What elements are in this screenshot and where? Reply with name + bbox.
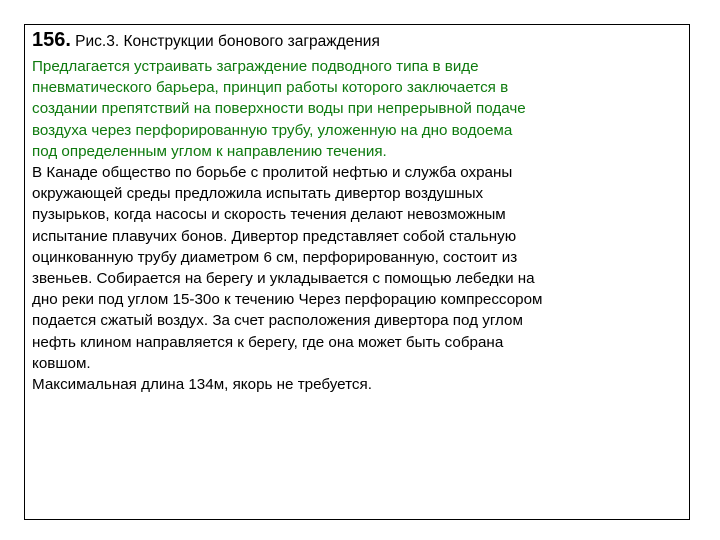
body-line: оцинкованную трубу диаметром 6 см, перфорированную, состоит из: [32, 248, 518, 266]
slide-number: 156.: [32, 29, 71, 51]
body-line: пузырьков, когда насосы и скорость течения делают невозможным: [32, 206, 506, 224]
body-line: испытание плавучих бонов. Дивертор представляет собой стальную: [32, 227, 517, 245]
body-paragraph: [32, 162, 692, 374]
intro-line: пневматического барьера, принцип работы которого заключается в: [32, 79, 509, 97]
slide-content: [32, 30, 692, 395]
body-line: ковшом.: [32, 354, 91, 372]
body-line: звеньев. Собирается на берегу и укладывается с помощью лебедки на: [32, 270, 535, 288]
body-line: дно реки под углом 15-30о к течению Через перфорацию компрессором: [32, 291, 543, 309]
footer-line: Максимальная длина 134м, якорь не требуется.: [32, 376, 372, 394]
intro-line: под определенным углом к направлению течения.: [32, 142, 387, 160]
footer-paragraph: [32, 374, 692, 395]
body-line: нефть клином направляется к берегу, где она может быть собрана: [32, 333, 504, 351]
intro-paragraph: [32, 56, 692, 162]
intro-line: Предлагается устраивать заграждение подводного типа в виде: [32, 58, 479, 75]
body-line: окружающей среды предложила испытать дивертор воздушных: [32, 185, 484, 203]
intro-line: создании препятствий на поверхности воды при непрерывной подаче: [32, 100, 526, 118]
body-line: В Канаде общество по борьбе с пролитой нефтью и служба охраны: [32, 164, 513, 182]
slide-title: Рис.3. Конструкции бонового заграждения: [75, 33, 380, 50]
slide-heading: [32, 30, 692, 56]
intro-line: воздуха через перфорированную трубу, уложенную на дно водоема: [32, 121, 513, 139]
body-line: подается сжатый воздух. За счет расположения дивертора под углом: [32, 312, 523, 330]
